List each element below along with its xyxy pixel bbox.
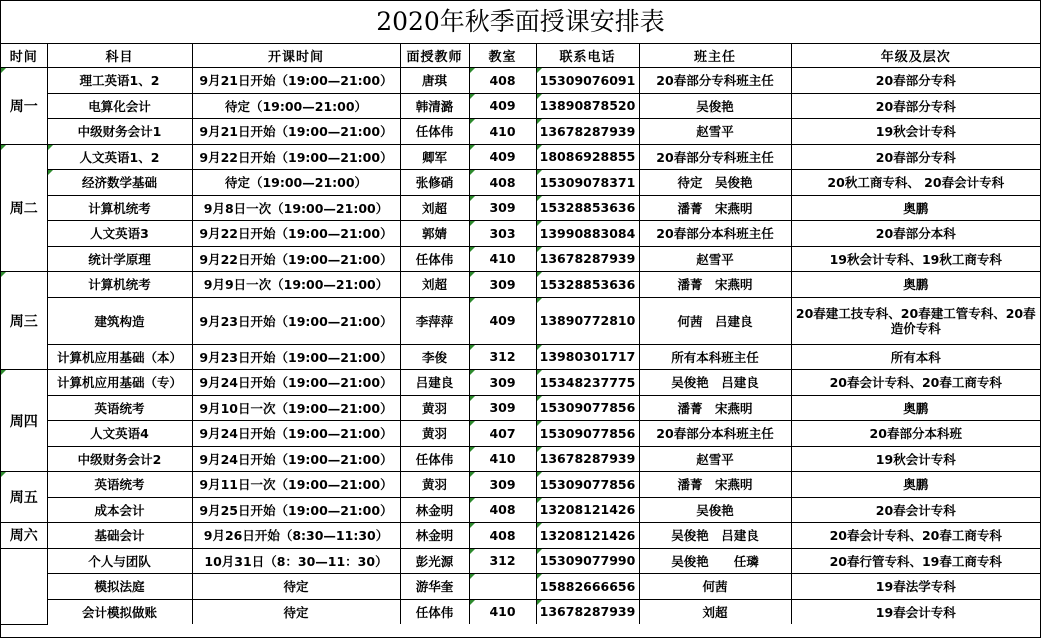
head-teacher-cell: 吴俊艳 任璘: [639, 548, 791, 574]
start-time-cell: 9月10日一次（19:00—21:00）: [192, 395, 400, 421]
phone-cell: 18086928855: [536, 144, 639, 170]
teacher-cell: 任体伟: [400, 599, 469, 624]
teacher-cell: 李萍萍: [400, 297, 469, 344]
start-time-cell: 9月11日一次（19:00—21:00）: [192, 472, 400, 498]
day-cell-unassigned: [1, 548, 47, 624]
table-row: [1, 68, 1040, 94]
room-cell: 410: [469, 599, 536, 624]
teacher-cell: 彭光源: [400, 548, 469, 574]
table-row: [1, 421, 1040, 447]
grade-cell: 奥鹏: [791, 472, 1040, 498]
subject-cell: 计算机统考: [47, 195, 192, 221]
header-room: 教室: [469, 44, 536, 68]
room-cell: 409: [469, 144, 536, 170]
grade-cell: 19秋会计专科、19秋工商专科: [791, 246, 1040, 272]
phone-cell: 15309078371: [536, 170, 639, 196]
subject-cell: 英语统考: [47, 395, 192, 421]
table-row: [1, 395, 1040, 421]
teacher-cell: 黄羽: [400, 472, 469, 498]
head-teacher-cell: 刘超: [639, 599, 791, 624]
table-row: [1, 144, 1040, 170]
phone-cell: 15309077990: [536, 548, 639, 574]
teacher-cell: 卿军: [400, 144, 469, 170]
subject-cell: 中级财务会计1: [47, 119, 192, 145]
table-row: [1, 119, 1040, 145]
grade-cell: 20春部分专科: [791, 93, 1040, 119]
head-teacher-cell: 吴俊艳 吕建良: [639, 370, 791, 396]
head-teacher-cell: 20春部分本科班主任: [639, 421, 791, 447]
teacher-cell: 游华奎: [400, 574, 469, 600]
room-cell: 312: [469, 548, 536, 574]
table-row: [1, 93, 1040, 119]
teacher-cell: 吕建良: [400, 370, 469, 396]
grade-cell: 20春部分本科班: [791, 421, 1040, 447]
room-cell: 309: [469, 472, 536, 498]
head-teacher-cell: 潘菁 宋燕明: [639, 395, 791, 421]
start-time-cell: 9月23日开始（19:00—21:00）: [192, 344, 400, 370]
start-time-cell: 待定: [192, 599, 400, 624]
head-teacher-cell: 何茜 吕建良: [639, 297, 791, 344]
start-time-cell: 待定（19:00—21:00）: [192, 93, 400, 119]
subject-cell: 计算机应用基础（专）: [47, 370, 192, 396]
grade-cell: 19秋会计专科: [791, 446, 1040, 472]
table-row: [1, 472, 1040, 498]
start-time-cell: 9月22日开始（19:00—21:00）: [192, 221, 400, 247]
header-day: 时间: [1, 44, 47, 68]
phone-cell: 15309076091: [536, 68, 639, 94]
head-teacher-cell: 20春部分专科班主任: [639, 144, 791, 170]
teacher-cell: 郭婧: [400, 221, 469, 247]
subject-cell: 计算机应用基础（本）: [47, 344, 192, 370]
room-cell: 409: [469, 297, 536, 344]
start-time-cell: 9月22日开始（19:00—21:00）: [192, 246, 400, 272]
start-time-cell: 9月24日开始（19:00—21:00）: [192, 421, 400, 447]
teacher-cell: 任体伟: [400, 446, 469, 472]
room-cell: 309: [469, 272, 536, 298]
grade-cell: 20春会计专科: [791, 497, 1040, 523]
room-cell: [469, 574, 536, 600]
grade-cell: 19秋会计专科: [791, 119, 1040, 145]
start-time-cell: 10月31日（8：30—11：30）: [192, 548, 400, 574]
table-row: [1, 221, 1040, 247]
grade-cell: 20春会计专科、20春工商专科: [791, 523, 1040, 549]
head-teacher-cell: 赵雪平: [639, 119, 791, 145]
teacher-cell: 刘超: [400, 195, 469, 221]
start-time-cell: 待定: [192, 574, 400, 600]
room-cell: 410: [469, 119, 536, 145]
day-cell-mon: 周一: [1, 68, 47, 145]
table-row: [1, 344, 1040, 370]
room-cell: 410: [469, 246, 536, 272]
day-cell-wed: 周三: [1, 272, 47, 370]
table-row: [1, 574, 1040, 600]
head-teacher-cell: 20春部分本科班主任: [639, 221, 791, 247]
teacher-cell: 张修硝: [400, 170, 469, 196]
subject-cell: 人文英语4: [47, 421, 192, 447]
subject-cell: 模拟法庭: [47, 574, 192, 600]
subject-cell: 个人与团队: [47, 548, 192, 574]
grade-cell: 20春会计专科、20春工商专科: [791, 370, 1040, 396]
start-time-cell: 9月24日开始（19:00—21:00）: [192, 446, 400, 472]
head-teacher-cell: 吴俊艳 吕建良: [639, 523, 791, 549]
start-time-cell: 待定（19:00—21:00）: [192, 170, 400, 196]
room-cell: 309: [469, 195, 536, 221]
teacher-cell: 刘超: [400, 272, 469, 298]
table-row: [1, 272, 1040, 298]
head-teacher-cell: 何茜: [639, 574, 791, 600]
phone-cell: 13678287939: [536, 119, 639, 145]
head-teacher-cell: 潘菁 宋燕明: [639, 272, 791, 298]
start-time-cell: 9月26日开始（8:30—11:30）: [192, 523, 400, 549]
head-teacher-cell: 潘菁 宋燕明: [639, 195, 791, 221]
header-row: [1, 44, 1040, 68]
subject-cell: 人文英语1、2: [47, 144, 192, 170]
table-row: [1, 370, 1040, 396]
phone-cell: 13890772810: [536, 297, 639, 344]
teacher-cell: 黄羽: [400, 395, 469, 421]
phone-cell: 13678287939: [536, 446, 639, 472]
header-grade-level: 年级及层次: [791, 44, 1040, 68]
table-row: [1, 446, 1040, 472]
grade-cell: 20春建工技专科、20春建工管专科、20春造价专科: [791, 297, 1040, 344]
subject-cell: 统计学原理: [47, 246, 192, 272]
start-time-cell: 9月9日一次（19:00—21:00）: [192, 272, 400, 298]
grade-cell: 19春会计专科: [791, 599, 1040, 624]
table-row: [1, 195, 1040, 221]
phone-cell: 13208121426: [536, 523, 639, 549]
head-teacher-cell: 待定 吴俊艳: [639, 170, 791, 196]
phone-cell: 15882666656: [536, 574, 639, 600]
phone-cell: 13678287939: [536, 246, 639, 272]
subject-cell: 人文英语3: [47, 221, 192, 247]
subject-cell: 中级财务会计2: [47, 446, 192, 472]
start-time-cell: 9月8日一次（19:00—21:00）: [192, 195, 400, 221]
grade-cell: 20春部分本科: [791, 221, 1040, 247]
head-teacher-cell: 吴俊艳: [639, 497, 791, 523]
room-cell: 409: [469, 93, 536, 119]
header-subject: 科目: [47, 44, 192, 68]
room-cell: 410: [469, 446, 536, 472]
phone-cell: 15309077856: [536, 395, 639, 421]
room-cell: 408: [469, 523, 536, 549]
teacher-cell: 林金明: [400, 523, 469, 549]
room-cell: 408: [469, 497, 536, 523]
room-cell: 312: [469, 344, 536, 370]
subject-cell: 英语统考: [47, 472, 192, 498]
table-row: [1, 523, 1040, 549]
head-teacher-cell: 赵雪平: [639, 246, 791, 272]
header-teacher: 面授教师: [400, 44, 469, 68]
teacher-cell: 韩清潞: [400, 93, 469, 119]
teacher-cell: 任体伟: [400, 119, 469, 145]
day-cell-tue: 周二: [1, 144, 47, 272]
subject-cell: 理工英语1、2: [47, 68, 192, 94]
phone-cell: 13678287939: [536, 599, 639, 624]
table-row: [1, 497, 1040, 523]
teacher-cell: 黄羽: [400, 421, 469, 447]
grade-cell: 奥鹏: [791, 395, 1040, 421]
teacher-cell: 李俊: [400, 344, 469, 370]
head-teacher-cell: 所有本科班主任: [639, 344, 791, 370]
grade-cell: 20春部分专科: [791, 144, 1040, 170]
grade-cell: 奥鹏: [791, 195, 1040, 221]
start-time-cell: 9月22日开始（19:00—21:00）: [192, 144, 400, 170]
start-time-cell: 9月25日开始（19:00—21:00）: [192, 497, 400, 523]
start-time-cell: 9月21日开始（19:00—21:00）: [192, 68, 400, 94]
header-head-teacher: 班主任: [639, 44, 791, 68]
room-cell: 303: [469, 221, 536, 247]
subject-cell: 基础会计: [47, 523, 192, 549]
grade-cell: 20春行管专科、19春工商专科: [791, 548, 1040, 574]
room-cell: 408: [469, 68, 536, 94]
header-start-time: 开课时间: [192, 44, 400, 68]
subject-cell: 电算化会计: [47, 93, 192, 119]
grade-cell: 20春部分专科: [791, 68, 1040, 94]
phone-cell: 15328853636: [536, 195, 639, 221]
grade-cell: 19春法学专科: [791, 574, 1040, 600]
sheet-title: 2020年秋季面授课安排表: [1, 1, 1040, 44]
phone-cell: 13890878520: [536, 93, 639, 119]
table-row: [1, 170, 1040, 196]
grade-cell: 所有本科: [791, 344, 1040, 370]
subject-cell: 计算机统考: [47, 272, 192, 298]
subject-cell: 经济数学基础: [47, 170, 192, 196]
subject-cell: 建筑构造: [47, 297, 192, 344]
day-cell-thu: 周四: [1, 370, 47, 472]
table-row: [1, 246, 1040, 272]
head-teacher-cell: 潘菁 宋燕明: [639, 472, 791, 498]
phone-cell: 15309077856: [536, 421, 639, 447]
phone-cell: 13980301717: [536, 344, 639, 370]
day-cell-fri: 周五: [1, 472, 47, 523]
room-cell: 407: [469, 421, 536, 447]
phone-cell: 15348237775: [536, 370, 639, 396]
start-time-cell: 9月21日开始（19:00—21:00）: [192, 119, 400, 145]
room-cell: 408: [469, 170, 536, 196]
table-row: [1, 548, 1040, 574]
head-teacher-cell: 20春部分专科班主任: [639, 68, 791, 94]
teacher-cell: 林金明: [400, 497, 469, 523]
teacher-cell: 任体伟: [400, 246, 469, 272]
table-row: [1, 599, 1040, 624]
grade-cell: 奥鹏: [791, 272, 1040, 298]
subject-cell: 会计模拟做账: [47, 599, 192, 624]
phone-cell: 13990883084: [536, 221, 639, 247]
teacher-cell: 唐琪: [400, 68, 469, 94]
schedule-table: [1, 44, 1040, 625]
phone-cell: 15328853636: [536, 272, 639, 298]
start-time-cell: 9月23日开始（19:00—21:00）: [192, 297, 400, 344]
grade-cell: 20秋工商专科、 20春会计专科: [791, 170, 1040, 196]
phone-cell: 15309077856: [536, 472, 639, 498]
room-cell: 309: [469, 395, 536, 421]
phone-cell: 13208121426: [536, 497, 639, 523]
table-row: [1, 297, 1040, 344]
room-cell: 309: [469, 370, 536, 396]
start-time-cell: 9月24日开始（19:00—21:00）: [192, 370, 400, 396]
header-phone: 联系电话: [536, 44, 639, 68]
head-teacher-cell: 赵雪平: [639, 446, 791, 472]
head-teacher-cell: 吴俊艳: [639, 93, 791, 119]
day-cell-sat: 周六: [1, 523, 47, 549]
subject-cell: 成本会计: [47, 497, 192, 523]
